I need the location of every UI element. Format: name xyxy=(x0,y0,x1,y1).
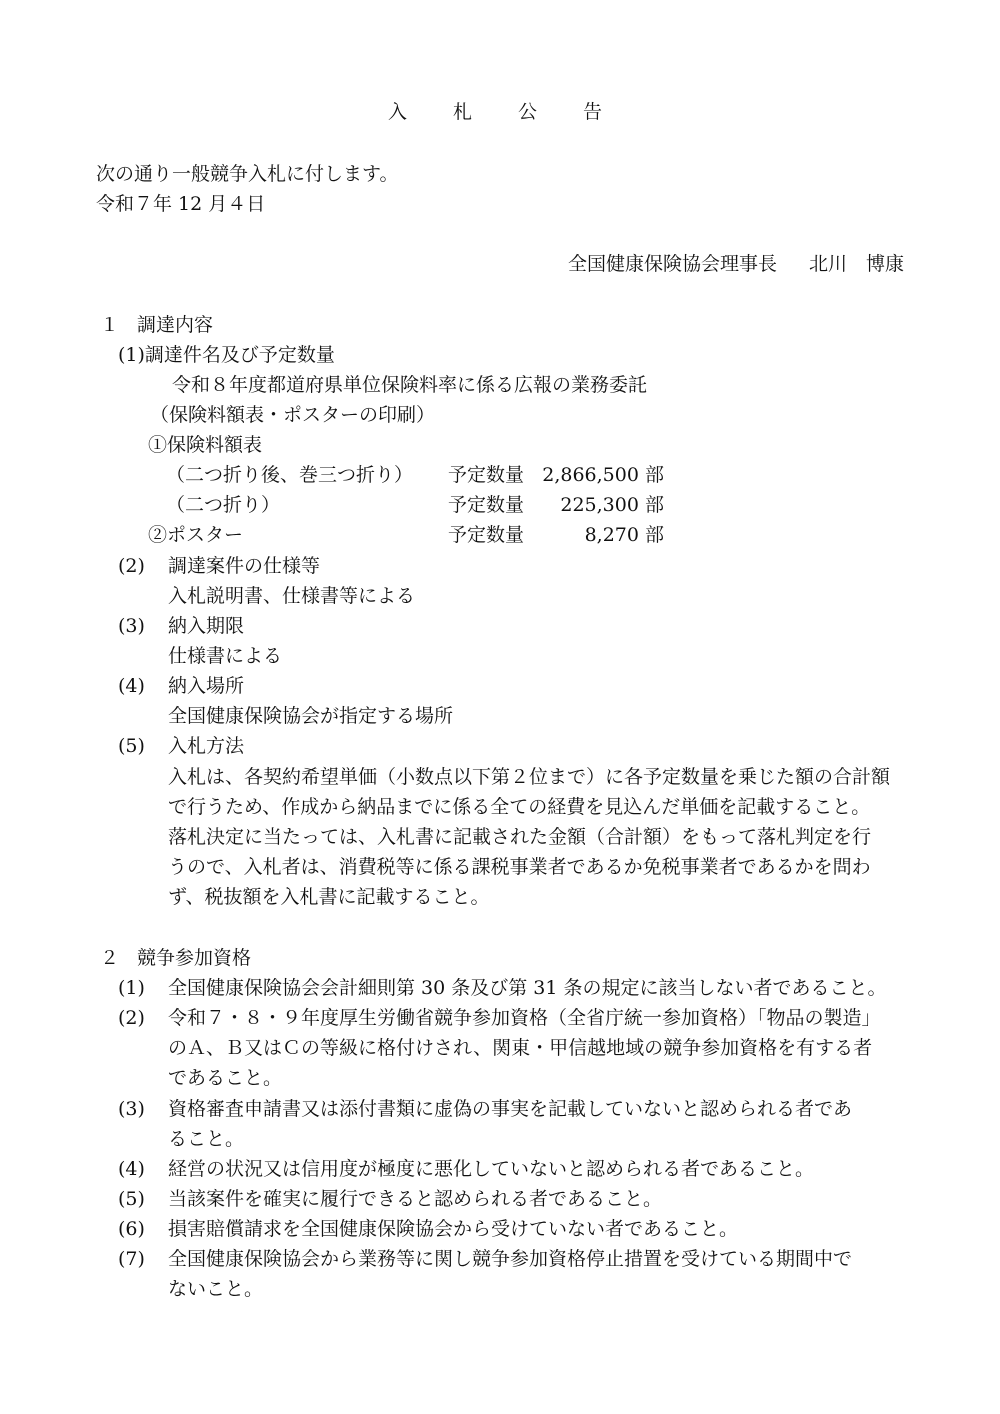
section-title: 調達内容 xyxy=(137,314,214,336)
item-poster: ②ポスター xyxy=(148,524,244,546)
item-1-5-label: 入札方法 xyxy=(168,735,245,757)
qualification-line: 資格審査申請書又は添付書類に虚偽の事実を記載していないと認められる者であ xyxy=(168,1098,853,1120)
qualification-line: 経営の状況又は信用度が極度に悪化していないと認められる者であること。 xyxy=(168,1158,815,1180)
qualification-line: 全国健康保険協会会計細則第 30 条及び第 31 条の規定に該当しない者であること。 xyxy=(168,977,887,999)
premium-table-variant-a: （二つ折り後、巻三つ折り） xyxy=(166,464,414,486)
premium-table-variant-b: （二つ折り） xyxy=(166,494,281,516)
item-1-2-number: (2) xyxy=(118,555,145,577)
qualification-line: 全国健康保険協会から業務等に関し競争参加資格停止措置を受けている期間中で xyxy=(168,1248,853,1270)
issuer xyxy=(568,252,904,276)
qty-label: 予定数量 xyxy=(448,494,525,516)
qty-label: 予定数量 xyxy=(448,524,525,546)
qualification-number: (7) xyxy=(118,1248,145,1270)
qualification-line: 当該案件を確実に履行できると認められる者であること。 xyxy=(168,1188,663,1210)
qualification-number: (6) xyxy=(118,1218,145,1240)
item-1-2-label: 調達案件の仕様等 xyxy=(168,555,321,577)
item-label: 調達件名及び予定数量 xyxy=(144,344,335,366)
qualification-number: (5) xyxy=(118,1188,145,1210)
qty-value: 8,270 部 xyxy=(584,524,664,546)
item-1-3-body: 仕様書による xyxy=(168,645,283,667)
bidding-method-line: 落札決定に当たっては、入札書に記載された金額（合計額）をもって落札判定を行 xyxy=(168,826,872,848)
section-1-heading xyxy=(100,313,213,337)
qualification-line: 損害賠償請求を全国健康保険協会から受けていない者であること。 xyxy=(168,1218,739,1240)
item-1-3-number: (3) xyxy=(118,615,145,637)
procurement-name-line1: 令和８年度都道府県単位保険料率に係る広報の業務委託 xyxy=(172,374,648,396)
bidding-method-line: ず、税抜額を入札書に記載すること。 xyxy=(168,886,490,908)
document-title: 入 札 公 告 xyxy=(387,101,623,123)
qualification-line: のＡ、Ｂ又はＣの等級に格付けされ、関東・甲信越地域の競争参加資格を有する者 xyxy=(168,1037,873,1059)
qualification-number: (4) xyxy=(118,1158,145,1180)
bidding-method-line: で行うため、作成から納品までに係る全ての経費を見込んだ単価を記載すること。 xyxy=(168,796,871,818)
procurement-name-line2: （保険料額表・ポスターの印刷） xyxy=(150,404,436,426)
bidding-method-line: うので、入札者は、消費税等に係る課税事業者であるか免税事業者であるかを問わ xyxy=(168,856,871,878)
item-1-4-label: 納入場所 xyxy=(168,675,245,697)
qualification-number: (1) xyxy=(118,977,145,999)
item-1-3-label: 納入期限 xyxy=(168,615,245,637)
qty-value: 225,300 部 xyxy=(560,494,664,516)
item-premium-table: ①保険料額表 xyxy=(148,434,263,456)
qty-value: 2,866,500 部 xyxy=(542,464,664,486)
section-number: １ xyxy=(100,314,120,336)
qualification-line: であること。 xyxy=(168,1067,283,1089)
qualification-line: 令和７・８・９年度厚生労働省競争参加資格（全省庁統一参加資格）「物品の製造」 xyxy=(168,1007,881,1029)
issuer-name: 北川 博康 xyxy=(808,253,904,275)
issuer-org: 全国健康保険協会理事長 xyxy=(567,253,777,275)
section-title: 競争参加資格 xyxy=(137,947,252,969)
qualification-number: (3) xyxy=(118,1098,145,1120)
item-1-1 xyxy=(118,343,335,367)
section-number: ２ xyxy=(100,947,120,969)
bidding-method-line: 入札は、各契約希望単価（小数点以下第２位まで）に各予定数量を乗じた額の合計額 xyxy=(168,766,891,788)
qualification-line: ないこと。 xyxy=(168,1278,264,1300)
qualification-line: ること。 xyxy=(168,1128,245,1150)
item-1-2-body: 入札説明書、仕様書等による xyxy=(168,585,416,607)
section-2-heading xyxy=(100,946,251,970)
qualification-number: (2) xyxy=(118,1007,145,1029)
item-1-4-number: (4) xyxy=(118,675,145,697)
item-1-5-number: (5) xyxy=(118,735,145,757)
item-number: (1) xyxy=(118,344,145,366)
announcement-date: 令和７年 12 月４日 xyxy=(96,193,266,215)
qty-label: 予定数量 xyxy=(448,464,525,486)
item-1-4-body: 全国健康保険協会が指定する場所 xyxy=(168,705,454,727)
intro-text: 次の通り一般競争入札に付します。 xyxy=(96,163,399,185)
